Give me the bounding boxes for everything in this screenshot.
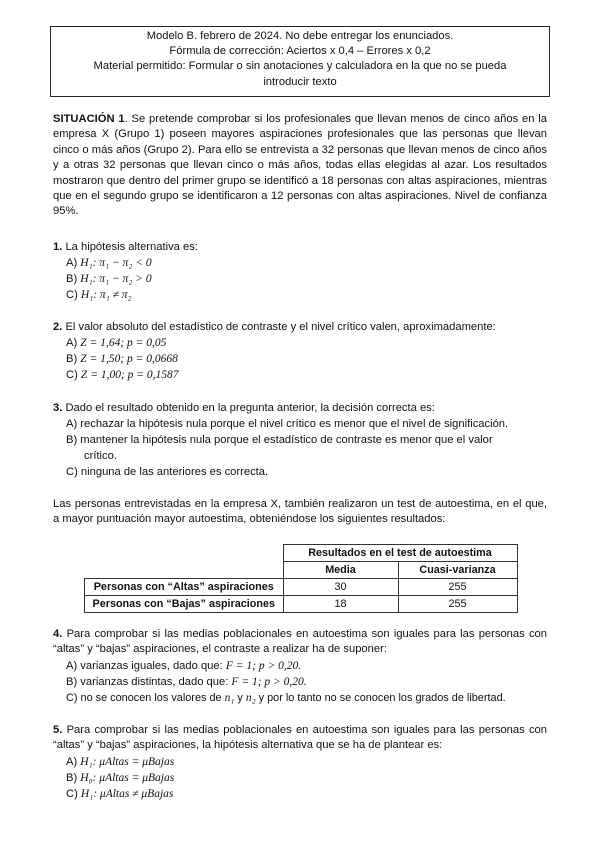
results-table	[84, 544, 518, 613]
question-5	[53, 723, 547, 754]
q5-option-a[interactable]	[66, 755, 174, 770]
table-corner	[85, 545, 284, 562]
q2-text: El valor absoluto del estadístico de contraste y el nivel crítico valen, aproximadamente:	[62, 321, 496, 333]
q2-option-a[interactable]	[66, 336, 166, 351]
q4-option-a[interactable]	[66, 659, 301, 674]
q1-b-answer-marker: B)	[66, 272, 77, 287]
q2-b-math: Z = 1,50; p = 0,0668	[80, 353, 178, 365]
cell-var: 255	[398, 579, 517, 596]
table-corner-2	[85, 562, 284, 579]
q4-a-math: F = 1; p > 0,20.	[225, 660, 302, 672]
q2-a-math: Z = 1,64; p = 0,05	[80, 337, 167, 349]
q5-option-c[interactable]	[66, 787, 173, 802]
q3-option-a[interactable]: A) rechazar la hipótesis nula porque el nivel crítico es menor que el nivel de significación.	[66, 418, 509, 430]
q4-option-c[interactable]	[66, 691, 548, 706]
q3-option-b[interactable]	[66, 433, 546, 448]
col-header-var: Cuasi-varianza	[398, 562, 517, 579]
q1-a-label: A)	[66, 257, 78, 269]
intro-paragraph-2: Las personas entrevistadas en la empresa X, también realizaron un test de autoestima, en el que, a mayor puntuación mayor autoestima, obteniéndose los siguientes resultados:	[53, 498, 547, 526]
q1-b-math: H₁: π₁ − π₂ > 0	[80, 273, 152, 285]
question-3	[53, 401, 547, 416]
q5-number: 5.	[53, 724, 63, 736]
table-row	[85, 596, 518, 613]
q5-c-math: H₁: μAltas ≠ μBajas	[80, 788, 174, 800]
q5-a-math: H₁: μAltas = μBajas	[80, 756, 175, 768]
q4-a-answer-marker: A)	[66, 659, 77, 674]
q5-c-answer-marker: C)	[66, 787, 78, 802]
header-line-4: introducir texto	[263, 75, 337, 88]
q5-text: Para comprobar si las medias poblacionales en autoestima son iguales para las personas con “altas” y “bajas” aspiraciones, la hipótesis alternativa que se ha de plantear es:	[53, 724, 547, 752]
q4-text: Para comprobar si las medias poblacionales en autoestima son iguales para las personas con “altas” y “bajas” aspiraciones, el contraste a realizar ha de suponer:	[53, 628, 547, 656]
q3-number: 3.	[53, 402, 63, 414]
q2-option-b[interactable]	[66, 352, 178, 367]
q3-text: Dado el resultado obtenido en la pregunta anterior, la decisión correcta es:	[62, 402, 435, 414]
q4-c-text-3: y por lo tanto no se conocen los grados de libertad.	[255, 692, 506, 704]
q3-option-c[interactable]: C) ninguna de las anteriores es correcta.	[66, 466, 269, 478]
header-line-1: Modelo B. febrero de 2024. No debe entregar los enunciados.	[146, 30, 454, 42]
cell-media: 30	[283, 579, 398, 596]
header-line-2: Fórmula de corrección: Aciertos x 0,4 – Errores x 0,2	[169, 45, 431, 58]
q4-b-math: F = 1; p > 0,20.	[231, 676, 307, 688]
q5-b-label: B)	[66, 772, 78, 784]
q2-a-label: A)	[66, 337, 78, 349]
q2-number: 2.	[53, 321, 63, 333]
q3-b-text: mantener la hipótesis nula porque el estadístico de contraste es menor que el valor	[77, 434, 493, 446]
question-2	[53, 320, 547, 335]
q2-c-label: C)	[66, 369, 78, 381]
q4-b-text: B) varianzas distintas, dado que:	[66, 676, 232, 688]
q1-number: 1.	[53, 241, 63, 253]
q2-b-answer-marker: B)	[66, 352, 77, 367]
situation-label: SITUACIÓN 1	[53, 113, 125, 125]
q1-a-math: H₁: π₁ − π₂ < 0	[80, 257, 152, 269]
header-line-3: Material permitido: Formular o sin anotaciones y calculadora en la que no se pueda	[93, 60, 507, 73]
situation-paragraph	[53, 112, 547, 220]
q1-option-b[interactable]	[66, 272, 152, 287]
q5-b-math: H₀: μAltas = μBajas	[80, 772, 175, 784]
question-4	[53, 627, 547, 658]
q4-c-math-1: n₁	[224, 692, 235, 704]
q4-c-text-2: y	[234, 692, 246, 704]
q1-option-c[interactable]	[66, 288, 132, 303]
row-label: Personas con “Altas” aspiraciones	[85, 579, 284, 596]
q3-option-b-cont: crítico.	[84, 450, 117, 462]
q4-a-text: varianzas iguales, dado que:	[77, 660, 226, 672]
q3-b-answer-marker: B)	[66, 433, 77, 448]
table-group-header: Resultados en el test de autoestima	[283, 545, 517, 562]
situation-text: . Se pretende comprobar si los profesionales que llevan menos de cinco años en la empresa X (Grupo 1) poseen mayores aspiraciones profesionales que las personas que llevan cinco o más años (Grupo 2). Para ello se entrevista a 32 personas que llevan menos de cinco años y a otras 32 personas que llevan cinco o más años, todas ellas elegidas al azar. Los resultados mostraron que dentro del primer grupo se identificó a 18 personas con altas aspiraciones, mientras que en el segundo grupo se identificaron a 12 personas con altas aspiraciones. Nivel de confianza 95%.	[53, 113, 547, 218]
q4-c-text-1: C) no se conocen los valores de	[66, 692, 225, 704]
q4-c-math-2: n₂	[245, 692, 256, 704]
question-1	[53, 240, 547, 255]
row-label: Personas con “Bajas” aspiraciones	[85, 596, 284, 613]
q2-c-math: Z = 1,00; p = 0,1587	[80, 369, 179, 381]
q5-option-b[interactable]	[66, 771, 174, 786]
q4-option-b[interactable]	[66, 675, 307, 690]
col-header-media: Media	[283, 562, 398, 579]
cell-var: 255	[398, 596, 517, 613]
q5-a-label: A)	[66, 756, 78, 768]
q2-option-c[interactable]	[66, 368, 179, 383]
q1-c-label: C)	[66, 289, 78, 301]
exam-header-box	[50, 26, 550, 97]
q4-number: 4.	[53, 628, 63, 640]
table-row	[85, 579, 518, 596]
cell-media: 18	[283, 596, 398, 613]
q1-text: La hipótesis alternativa es:	[62, 241, 198, 253]
q1-option-a[interactable]	[66, 256, 152, 271]
q1-c-math: H₁: π₁ ≠ π₂	[80, 289, 132, 301]
